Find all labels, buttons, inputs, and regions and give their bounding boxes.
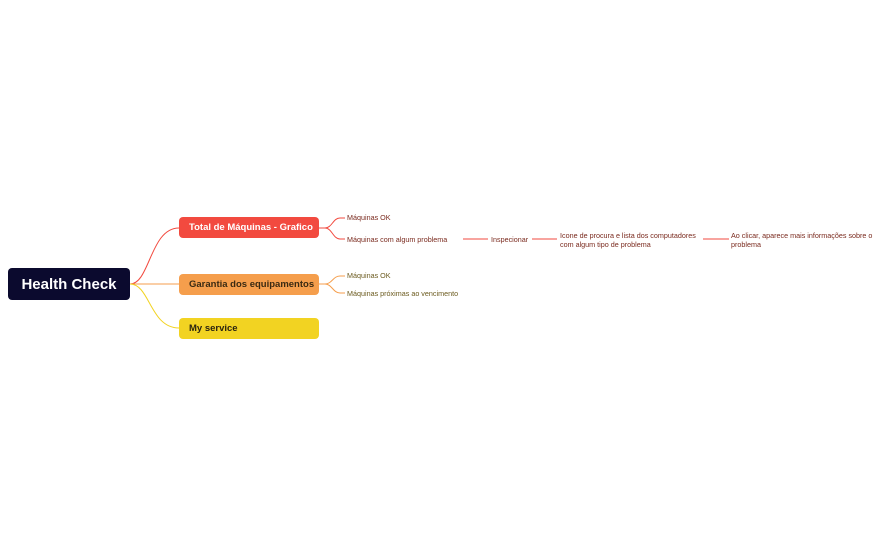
branch-node-garantia[interactable]	[179, 274, 319, 295]
root-node-label: Health Check	[21, 275, 117, 293]
leaf-node-garantia-maquinas-ok[interactable]: Máquinas OK	[347, 271, 391, 280]
leaf-node-maquinas-ok[interactable]: Máquinas OK	[347, 213, 391, 222]
branch-node-label: Total de Máquinas - Grafico	[189, 222, 313, 233]
branch-node-label: Garantia dos equipamentos	[189, 279, 315, 290]
branch-node-total-maquinas[interactable]	[179, 217, 319, 238]
branch-node-my-service[interactable]	[179, 318, 319, 339]
leaf-node-maquinas-com-problema[interactable]: Máquinas com algum problema	[347, 235, 448, 244]
leaf-node-ao-clicar[interactable]: Ao clicar, aparece mais informações sobre o problema	[731, 231, 873, 249]
leaf-node-inspecionar[interactable]: Inspecionar	[491, 235, 529, 244]
branch-node-label: My service	[189, 323, 238, 334]
leaf-node-icone-procura[interactable]: Icone de procura e lista dos computadores com algum tipo de problema	[560, 231, 696, 249]
root-node-health-check[interactable]	[8, 268, 130, 300]
leaf-node-maquinas-proximas-vencimento[interactable]: Máquinas próximas ao vencimento	[347, 289, 459, 298]
